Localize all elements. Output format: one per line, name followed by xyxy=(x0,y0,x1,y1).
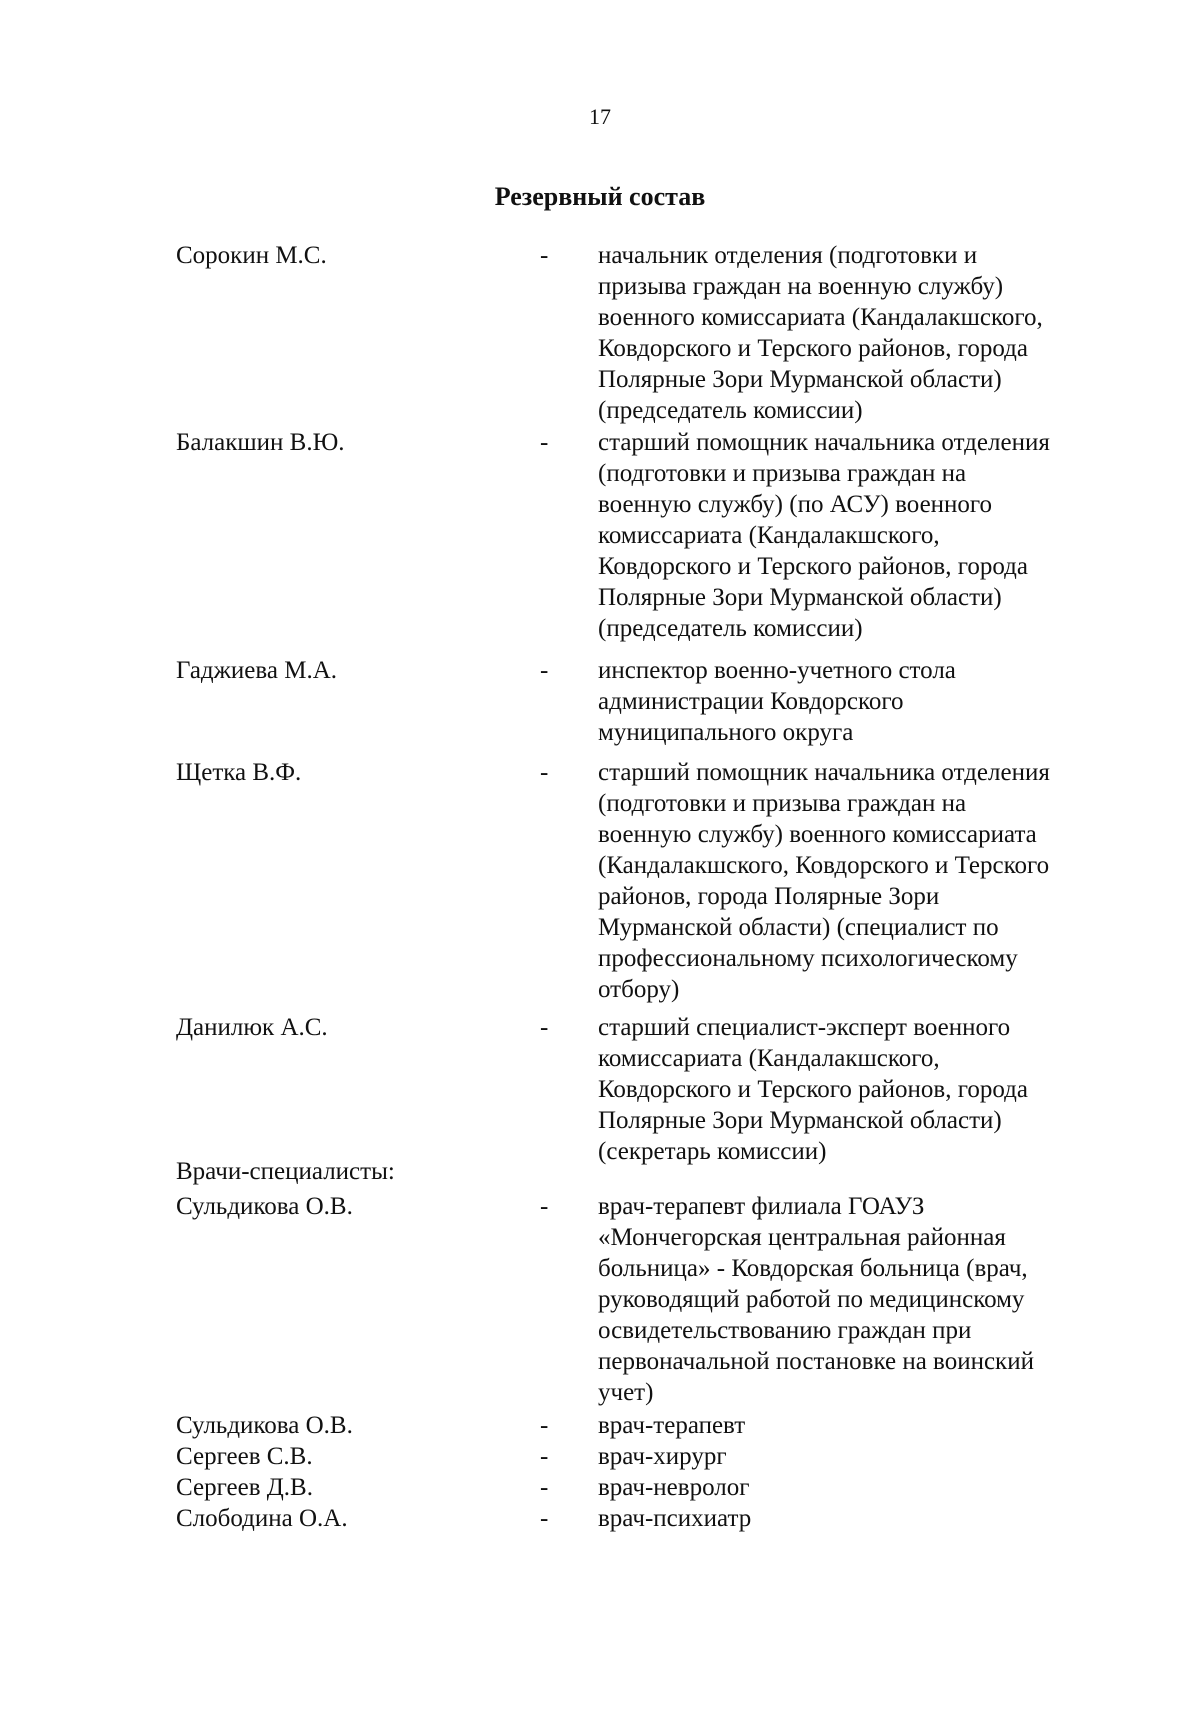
member-name: Данилюк А.С. xyxy=(176,1014,328,1041)
position-line: Ковдорского и Терского районов, города xyxy=(598,1076,1028,1103)
position-line: администрации Ковдорского xyxy=(598,688,904,715)
dash-separator: - xyxy=(540,1412,549,1439)
dash-separator: - xyxy=(540,1443,549,1470)
position-line: учет) xyxy=(598,1379,654,1406)
position-line: врач-терапевт xyxy=(598,1412,746,1439)
position-line: (председатель комиссии) xyxy=(598,615,863,642)
member-name: Гаджиева М.А. xyxy=(176,657,337,684)
dash-separator: - xyxy=(540,1474,549,1501)
position-line: врач-психиатр xyxy=(598,1505,752,1532)
position-line: первоначальной постановке на воинский xyxy=(598,1348,1034,1375)
position-line: Ковдорского и Терского районов, города xyxy=(598,335,1028,362)
doctor-position xyxy=(598,1191,1118,1408)
position-line: освидетельствованию граждан при xyxy=(598,1317,972,1344)
position-line: (подготовки и призыва граждан на xyxy=(598,790,967,817)
position-line: старший помощник начальника отделения xyxy=(598,759,1050,786)
position-line: профессиональному психологическому xyxy=(598,945,1018,972)
dash-separator: - xyxy=(540,1014,549,1041)
position-line: начальник отделения (подготовки и xyxy=(598,242,978,269)
position-line: Ковдорского и Терского районов, города xyxy=(598,553,1028,580)
position-line: «Мончегорская центральная районная xyxy=(598,1224,1006,1251)
dash-separator: - xyxy=(540,759,549,786)
position-line: Полярные Зори Мурманской области) xyxy=(598,584,1002,611)
position-line: врач-терапевт филиала ГОАУЗ xyxy=(598,1193,925,1220)
member-name: Сорокин М.С. xyxy=(176,242,327,269)
position-line: военную службу) (по АСУ) военного xyxy=(598,491,993,518)
position-line: Полярные Зори Мурманской области) xyxy=(598,366,1002,393)
doctor-name: Сергеев С.В. xyxy=(176,1443,313,1470)
member-position xyxy=(598,240,1118,426)
position-line: старший помощник начальника отделения xyxy=(598,429,1050,456)
position-line: старший специалист-эксперт военного xyxy=(598,1014,1011,1041)
dash-separator: - xyxy=(540,657,549,684)
dash-separator: - xyxy=(540,1193,549,1220)
member-name: Балакшин В.Ю. xyxy=(176,429,345,456)
position-line: призыва граждан на военную службу) xyxy=(598,273,1004,300)
position-line: военную службу) военного комиссариата xyxy=(598,821,1037,848)
position-line: руководящий работой по медицинскому xyxy=(598,1286,1025,1313)
position-line: комиссариата (Кандалакшского, xyxy=(598,1045,940,1072)
member-name: Щетка В.Ф. xyxy=(176,759,302,786)
section-title: Резервный состав xyxy=(494,182,706,211)
position-line: (подготовки и призыва граждан на xyxy=(598,460,967,487)
member-position xyxy=(598,757,1118,1005)
doctors-group-label: Врачи-специалисты: xyxy=(176,1158,395,1185)
position-line: военного комиссариата (Кандалакшского, xyxy=(598,304,1043,331)
doctor-name: Сульдикова О.В. xyxy=(176,1412,353,1439)
dash-separator: - xyxy=(540,242,549,269)
position-line: отбору) xyxy=(598,976,680,1003)
position-line: муниципального округа xyxy=(598,719,854,746)
position-line: (секретарь комиссии) xyxy=(598,1138,827,1165)
member-position xyxy=(598,1012,1118,1167)
page-number: 17 xyxy=(589,104,611,129)
position-line: комиссариата (Кандалакшского, xyxy=(598,522,940,549)
position-line: (председатель комиссии) xyxy=(598,397,863,424)
position-line: Мурманской области) (специалист по xyxy=(598,914,999,941)
member-position xyxy=(598,655,1118,748)
dash-separator: - xyxy=(540,1505,549,1532)
position-line: инспектор военно-учетного стола xyxy=(598,657,956,684)
position-line: врач-хирург xyxy=(598,1443,727,1470)
doctor-position xyxy=(598,1472,1118,1503)
doctor-name: Слободина О.А. xyxy=(176,1505,348,1532)
doctor-position xyxy=(598,1410,1118,1441)
member-position xyxy=(598,427,1118,644)
position-line: районов, города Полярные Зори xyxy=(598,883,940,910)
dash-separator: - xyxy=(540,429,549,456)
position-line: Полярные Зори Мурманской области) xyxy=(598,1107,1002,1134)
doctor-position xyxy=(598,1503,1118,1534)
position-line: больница» - Ковдорская больница (врач, xyxy=(598,1255,1028,1282)
position-line: (Кандалакшского, Ковдорского и Терского xyxy=(598,852,1050,879)
doctor-position xyxy=(598,1441,1118,1472)
doctor-name: Сульдикова О.В. xyxy=(176,1193,353,1220)
position-line: врач-невролог xyxy=(598,1474,750,1501)
doctor-name: Сергеев Д.В. xyxy=(176,1474,313,1501)
